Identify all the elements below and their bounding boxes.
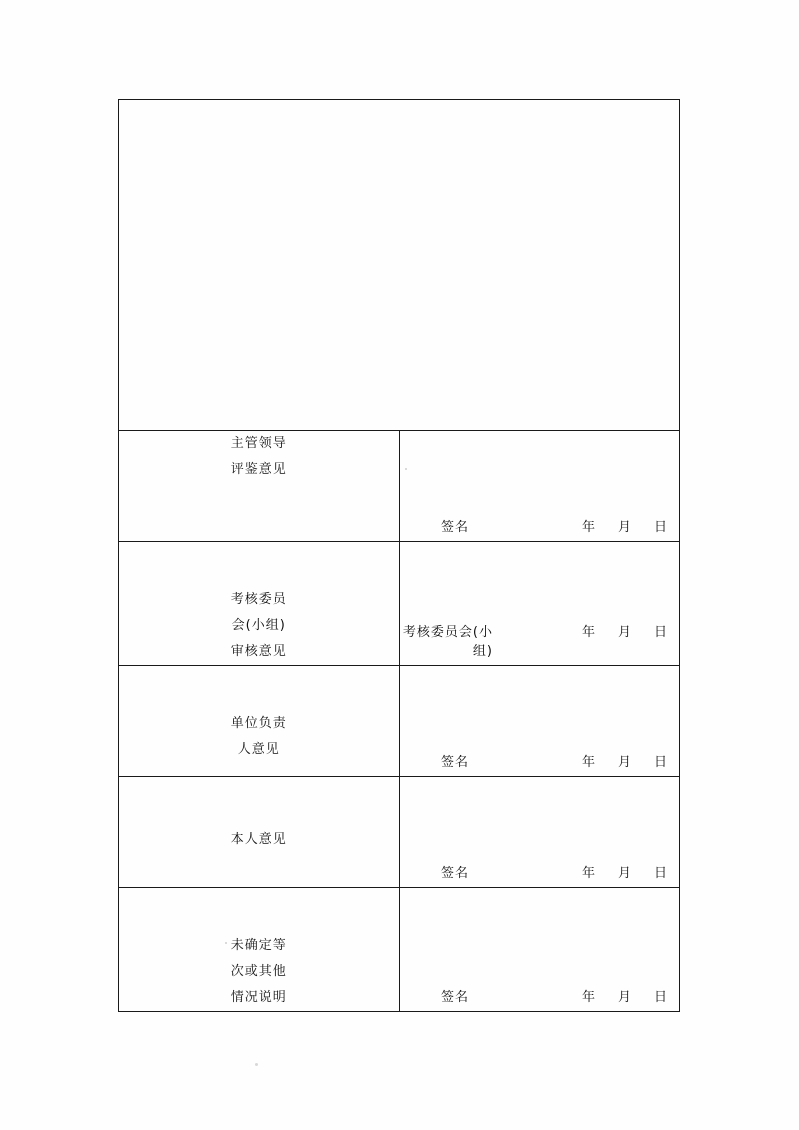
row-content-supervisor-opinion[interactable]	[399, 431, 680, 542]
scan-speck	[255, 1063, 258, 1066]
row-label-supervisor-opinion	[119, 431, 400, 542]
scan-speck	[405, 468, 407, 470]
date-unit-year: 年	[581, 625, 596, 640]
evaluation-form-table	[118, 99, 680, 1012]
date-unit-month: 月	[617, 866, 632, 881]
table-row-self-opinion	[119, 777, 680, 888]
table-row-assessment-committee-opinion	[119, 542, 680, 666]
table-row-supervisor-opinion	[119, 431, 680, 542]
table-row-blank-area	[119, 100, 680, 431]
signature-label: 考核委员会(小组)	[402, 625, 493, 659]
date-unit-year: 年	[581, 755, 596, 770]
row-content-unit-leader-opinion[interactable]	[399, 666, 680, 777]
date-unit-year: 年	[581, 990, 596, 1005]
date-fields	[571, 986, 679, 1005]
signature-label: 签名	[440, 520, 469, 535]
date-unit-year: 年	[581, 866, 596, 881]
date-unit-day: 日	[653, 866, 668, 881]
signature-label: 签名	[440, 990, 469, 1005]
row-content-undetermined-grade-note[interactable]	[399, 888, 680, 1012]
date-unit-day: 日	[653, 755, 668, 770]
table-row-unit-leader-opinion	[119, 666, 680, 777]
blank-writing-area[interactable]	[119, 100, 680, 431]
row-label-undetermined-grade-note	[119, 888, 400, 1012]
label-line-1: 主管领导	[230, 436, 287, 451]
label-line-2: 次或其他	[230, 964, 287, 979]
label-line-1: 考核委员	[230, 592, 287, 607]
signature-row	[400, 986, 680, 1005]
row-content-assessment-committee-opinion[interactable]	[399, 542, 680, 666]
signature-row	[400, 862, 680, 881]
signature-label: 签名	[440, 866, 469, 881]
signature-row	[400, 621, 680, 659]
label-line-1: 本人意见	[230, 832, 287, 847]
date-unit-month: 月	[617, 625, 632, 640]
date-unit-year: 年	[581, 520, 596, 535]
date-unit-day: 日	[653, 520, 668, 535]
row-content-self-opinion[interactable]	[399, 777, 680, 888]
date-unit-month: 月	[617, 520, 632, 535]
row-label-unit-leader-opinion	[119, 666, 400, 777]
signature-row	[400, 516, 680, 535]
date-unit-month: 月	[617, 990, 632, 1005]
date-fields	[571, 751, 679, 770]
label-line-3: 审核意见	[230, 644, 287, 659]
date-unit-day: 日	[653, 990, 668, 1005]
date-fields	[571, 516, 679, 535]
signature-label: 签名	[440, 755, 469, 770]
date-fields	[571, 621, 679, 640]
date-unit-day: 日	[653, 625, 668, 640]
signature-row	[400, 751, 680, 770]
label-line-2: 评鉴意见	[230, 462, 287, 477]
row-label-assessment-committee-opinion	[119, 542, 400, 666]
label-line-3: 情况说明	[230, 990, 287, 1005]
table-row-undetermined-grade-note	[119, 888, 680, 1012]
date-fields	[571, 862, 679, 881]
date-unit-month: 月	[617, 755, 632, 770]
scan-speck	[225, 942, 227, 944]
row-label-self-opinion	[119, 777, 400, 888]
label-line-2: 会(小组)	[231, 618, 286, 633]
label-line-1: 单位负责	[230, 716, 287, 731]
label-line-2: 人意见	[237, 742, 280, 757]
label-line-1: 未确定等	[230, 938, 287, 953]
